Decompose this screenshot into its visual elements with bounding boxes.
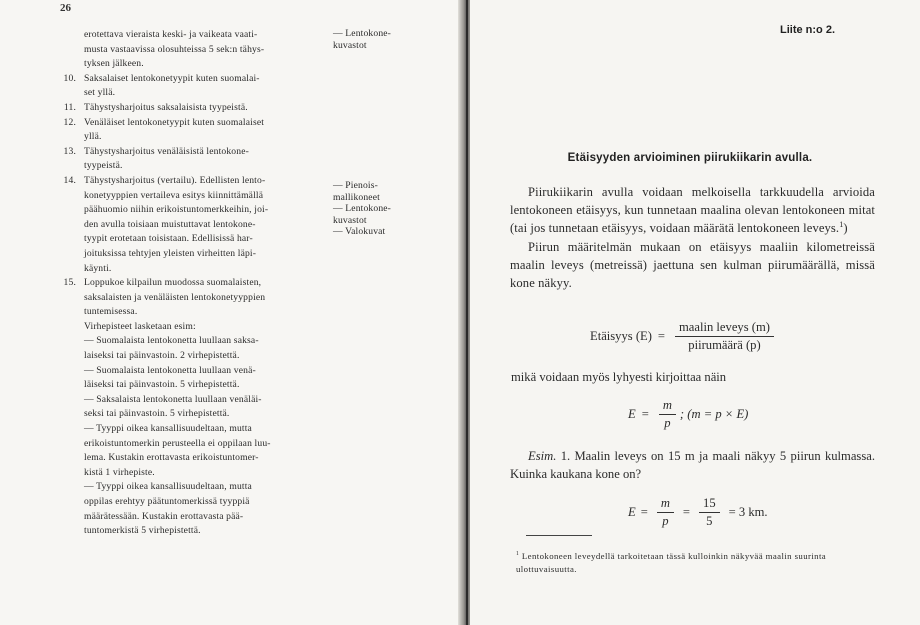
scoring-line: erikoistuntomerkin perusteella ei oppilaan luu- [84, 437, 271, 449]
text-line: Tähystysharjoitus (vertailu). Edellisten lento- [84, 174, 266, 186]
example-text: Maalin leveys on 15 m ja maali näkyy 5 piirun kulmassa. Kuinka kaukana kone on? [510, 449, 875, 482]
section-heading: Etäisyyden arvioiminen piirukiikarin avulla. [567, 152, 813, 164]
formula-fraction [657, 496, 674, 529]
list-item-number: 13. [63, 145, 76, 157]
text-line: tyypit erotetaan toisistaan. Edellisissä har- [84, 233, 253, 245]
list-item-text [84, 72, 356, 101]
text-line: den avulla toisiaan muistuttavat lentokone- [84, 218, 256, 230]
list-item-text [84, 101, 356, 116]
formula-denominator: piirumäärä (p) [688, 338, 761, 352]
footnote [516, 550, 876, 576]
list-item [54, 101, 414, 116]
appendix-label: Liite n:o 2. [780, 24, 835, 36]
text-line: yllä. [84, 131, 102, 143]
scoring-line: oppilas erehtyy päätuntomerkissä tyyppiä [84, 496, 250, 507]
margin-note-line: — Lentokone- [333, 203, 392, 215]
body-text [510, 183, 875, 292]
scoring-line: seksi tai päinvastoin. 5 virhepistettä. [84, 408, 230, 420]
exercise-list [54, 28, 414, 539]
gutter-shadow [466, 0, 468, 625]
margin-note-line: — Pienois- [333, 180, 378, 191]
list-item-number: 15. [63, 277, 76, 289]
formula-numerator: maalin leveys (m) [675, 320, 774, 337]
footnote-mark: 1 [516, 551, 520, 558]
text-line: erotettava vieraista keski- ja vaikeata vaati- [84, 29, 258, 40]
text-line: konetyyppien vertaileva esitys kiinnittämällä [84, 189, 264, 201]
text-line: tyksen jälkeen. [84, 58, 144, 70]
formula-equals: = [682, 505, 691, 519]
scoring-line: — Tyyppi oikea kansallisuudeltaan, mutta [84, 481, 252, 493]
scoring-line: — Suomalaista lentokonetta luullaan saksa- [84, 335, 259, 347]
text-line: set yllä. [84, 87, 116, 99]
footnote-text: Lentokoneen leveydellä tarkoitetaan tässä kulloinkin näkyvää maalin suurinta ulottuvaisuutta. [516, 551, 827, 574]
example-number: 1. [560, 449, 571, 463]
formula-numerator: 15 [699, 496, 720, 513]
right-page [470, 0, 920, 625]
formula-distance [590, 320, 890, 353]
page-number: 26 [60, 2, 71, 14]
list-item-text [84, 276, 356, 320]
margin-note-line: kuvastot [333, 214, 367, 226]
list-item-text [84, 116, 356, 145]
scoring-line: lema. Kustakin erottavasta erikoistuntomer- [84, 452, 259, 464]
paragraph-1 [510, 183, 875, 238]
text-line: päähuomio niihin erikoistuntomerkkeihin, joi- [84, 204, 269, 216]
formula-equals: = [640, 505, 648, 519]
scoring-line: — Suomalaista lentokonetta luullaan venä- [84, 364, 256, 376]
paragraph-2 [510, 238, 875, 293]
formula-equals: = [641, 407, 649, 421]
text-line: Loppukoe kilpailun muodossa suomalaisten, [84, 277, 262, 289]
margin-note-line: — Lentokone- [333, 28, 392, 39]
text-line: musta vastaavissa olosuhteissa 5 sek:n tähys- [84, 43, 265, 55]
scoring-line: kistä 1 virhepiste. [84, 466, 155, 478]
footnote-rule [526, 535, 592, 536]
formula-denominator: 5 [706, 514, 713, 528]
formula-numerator: m [659, 398, 676, 415]
list-item-number: 11. [63, 101, 76, 113]
formula-note: mikä voidaan myös lyhyesti kirjoittaa näin [511, 370, 727, 384]
example-paragraph [510, 447, 875, 483]
formula-denominator: p [662, 514, 669, 528]
formula-result: = 3 km. [728, 505, 768, 519]
paragraph-2-text: Piirun määritelmän mukaan on etäisyys maaliin kilometreissä maalin leveys (metreissä) jaettuna sen kulman piirumäärällä, missä kone näkyy. [510, 239, 875, 291]
formula-numerator: m [657, 496, 674, 513]
text-line: Saksalaiset lentokonetyypit kuten suomalai- [84, 72, 260, 84]
formula-denominator: p [664, 416, 671, 430]
list-item [54, 116, 414, 145]
formula-fraction [659, 398, 676, 431]
formula-example [628, 496, 920, 529]
text-line: tuntemisessa. [84, 306, 138, 318]
text-line: Tähystysharjoitus venäläisistä lentokone- [84, 145, 249, 157]
formula-fraction [675, 320, 774, 353]
text-line: käynti. [84, 262, 112, 274]
margin-note-line: kuvastot [333, 39, 367, 51]
formula-lhs: E [628, 505, 636, 519]
list-item-text [84, 145, 356, 174]
scoring-line: tuntomerkistä 5 virhepistettä. [84, 525, 201, 537]
list-item [54, 72, 414, 101]
list-item-number: 14. [63, 174, 76, 186]
scoring-line: määrätessään. Kustakin erottavasta pää- [84, 510, 244, 522]
list-item [54, 276, 414, 320]
margin-note-top [333, 28, 443, 51]
margin-note-14 [333, 180, 443, 238]
scoring-line: laiseksi tai päinvastoin. 2 virhepistettä. [84, 350, 240, 362]
paragraph-1-end: ) [843, 221, 848, 236]
text-line: Venäläiset lentokonetyypit kuten suomalaiset [84, 116, 265, 128]
scoring-line: — Saksalaista lentokonetta luullaan venäläi- [84, 393, 262, 405]
list-item-number: 10. [63, 72, 76, 84]
formula-lhs: E [628, 407, 636, 421]
formula-lhs: Etäisyys (E) [590, 329, 652, 343]
formula-tail: ; (m = p × E) [679, 407, 749, 421]
scoring-intro: Virhepisteet lasketaan esim: [84, 320, 196, 332]
example-label: Esim. [528, 449, 557, 463]
scoring-line: läiseksi tai päinvastoin. 5 virhepistettä. [84, 379, 240, 391]
list-item [54, 145, 414, 174]
formula-fraction [699, 496, 720, 529]
margin-note-line: — Valokuvat [333, 226, 386, 238]
text-line: joituksissa tehtyjen yleisten virheitten läpi- [84, 247, 257, 259]
list-item-number: 12. [63, 116, 76, 128]
margin-note-line: mallikoneet [333, 191, 380, 203]
formula-equals: = [657, 329, 666, 343]
list-item-text [84, 174, 356, 276]
text-line: Tähystysharjoitus saksalaisista tyypeistä. [84, 101, 248, 113]
list-item-text [84, 28, 356, 72]
text-line: tyypeistä. [84, 160, 123, 172]
scoring-line: — Tyyppi oikea kansallisuudeltaan, mutta [84, 423, 252, 435]
footnote-reference: 1 [839, 220, 844, 230]
paragraph-1-text: Piirukiikarin avulla voidaan melkoisella tarkkuudella arvioida lentokoneen etäisyys, kun tunnetaan maalina olevan lentokoneen mitat (tai jos tunnetaan etäisyys, voidaan määrätä lentokoneen leveys. [510, 185, 875, 236]
formula-short [628, 398, 920, 431]
text-line: saksalaisten ja venäläisten lentokonetyyppien [84, 291, 266, 303]
